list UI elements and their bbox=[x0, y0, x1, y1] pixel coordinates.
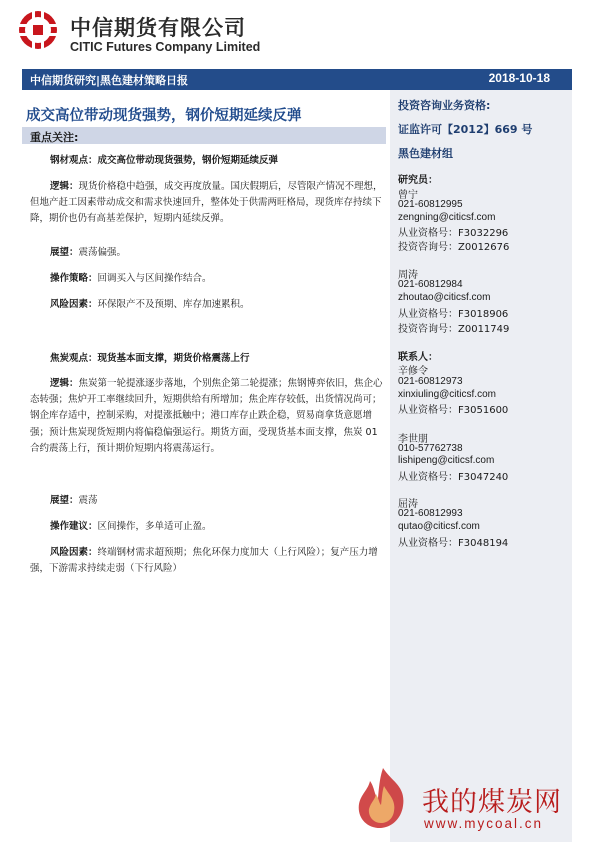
contact-name: 李世朋 bbox=[398, 434, 428, 445]
coke-advice-text: 区间操作，多单适可止盈。 bbox=[97, 521, 212, 532]
steel-outlook-text: 震荡偏强。 bbox=[78, 247, 127, 258]
researcher-qualification: 从业资格号：F3032296 bbox=[398, 228, 509, 239]
researcher-name: 周涛 bbox=[398, 270, 418, 281]
steel-strategy-label: 操作策略： bbox=[50, 273, 98, 284]
coke-outlook bbox=[50, 493, 380, 509]
coke-risk-text: 终端钢材需求超预期；焦化环保力度加大（上行风险）；复产压力增强，下游需求持续走弱（下行风险） bbox=[30, 547, 378, 575]
report-date: 2018-10-18 bbox=[488, 71, 550, 85]
researcher-phone: 021-60812995 bbox=[398, 199, 463, 210]
researcher-qualification: 从业资格号：F3018906 bbox=[398, 309, 509, 320]
report-title: 成交高位带动现货强势，钢价短期延续反弹 bbox=[26, 108, 302, 124]
steel-outlook-label: 展望： bbox=[50, 247, 79, 258]
contact-email[interactable]: lishipeng@citicsf.com bbox=[398, 455, 495, 466]
contact-phone: 021-60812993 bbox=[398, 508, 463, 519]
coke-risk bbox=[30, 545, 383, 577]
researcher-email[interactable]: zhoutao@citicsf.com bbox=[398, 292, 491, 303]
coke-view-text: 现货基本面支撑，期货价格震荡上行 bbox=[97, 353, 250, 364]
contacts-label: 联系人： bbox=[398, 352, 438, 363]
steel-logic bbox=[30, 179, 383, 228]
steel-risk-text: 环保限产不及预期、库存加速累积。 bbox=[97, 299, 250, 310]
citic-logo-icon bbox=[18, 10, 58, 50]
qualification-title: 投资咨询业务资格: bbox=[398, 99, 491, 112]
coke-logic-label: 逻辑： bbox=[50, 378, 79, 389]
report-header-bar bbox=[22, 69, 572, 90]
contact-qualification: 从业资格号：F3047240 bbox=[398, 472, 509, 483]
steel-strategy-text: 回调买入与区间操作结合。 bbox=[97, 273, 212, 284]
coke-advice-label: 操作建议： bbox=[50, 521, 98, 532]
focus-section-bar bbox=[22, 127, 386, 144]
report-series: 中信期货研究|黑色建材策略日报 bbox=[30, 74, 189, 87]
steel-strategy bbox=[50, 271, 380, 287]
contact-qualification: 从业资格号：F3048194 bbox=[398, 538, 509, 549]
flame-logo-icon bbox=[348, 764, 418, 832]
coke-logic-text: 焦炭第一轮提涨逐步落地，个别焦企第二轮提涨；焦钢博弈依旧，焦企心态转强；焦炉开工率继续回升，短期供给有所增加；焦企库存较低，出货情况尚可；钢企库存适中，控制采购，对提涨抵触中；港口库存止跌企稳，贸易商拿货意愿增强；预计焦炭现货短期内将偏稳偏强运行。期货方面，受现货基本面支撑，焦炭 01 合约震荡上行，预计期价短期内将震荡运行。 bbox=[30, 378, 383, 454]
researcher-phone: 021-60812984 bbox=[398, 279, 463, 290]
focus-label: 重点关注: bbox=[30, 131, 79, 144]
steel-view-text: 成交高位带动现货强势，钢价短期延续反弹 bbox=[97, 155, 279, 166]
watermark-url[interactable]: www.mycoal.cn bbox=[424, 816, 544, 831]
coke-logic bbox=[30, 376, 383, 457]
steel-outlook bbox=[50, 245, 380, 261]
contact-name: 屈涛 bbox=[398, 499, 418, 510]
researcher-email[interactable]: zengning@citicsf.com bbox=[398, 212, 496, 223]
coke-outlook-text: 震荡 bbox=[78, 495, 98, 506]
brand-name-cn: 中信期货有限公司 bbox=[70, 15, 246, 40]
steel-logic-label: 逻辑： bbox=[50, 181, 79, 192]
steel-view bbox=[50, 153, 380, 169]
researcher-advisor-number: 投资咨询号：Z0012676 bbox=[398, 242, 510, 253]
coke-risk-label: 风险因素： bbox=[50, 547, 98, 558]
coke-view-label: 焦炭观点： bbox=[50, 353, 98, 364]
researcher-name: 曾宁 bbox=[398, 190, 418, 201]
brand-name-en: CITIC Futures Company Limited bbox=[70, 40, 261, 54]
group-name: 黑色建材组 bbox=[398, 147, 453, 160]
contact-qualification: 从业资格号：F3051600 bbox=[398, 405, 509, 416]
researchers-label: 研究员： bbox=[398, 175, 438, 186]
contact-email[interactable]: xinxiuling@citicsf.com bbox=[398, 389, 496, 400]
coke-view bbox=[50, 351, 380, 367]
contact-phone: 021-60812973 bbox=[398, 376, 463, 387]
coke-outlook-label: 展望： bbox=[50, 495, 79, 506]
steel-risk-label: 风险因素： bbox=[50, 299, 98, 310]
steel-risk bbox=[50, 297, 380, 313]
watermark-title: 我的煤炭网 bbox=[422, 787, 562, 818]
contact-phone: 010-57762738 bbox=[398, 443, 463, 454]
contact-email[interactable]: qutao@citicsf.com bbox=[398, 521, 480, 532]
contact-name: 辛修令 bbox=[398, 366, 428, 377]
license-number: 证监许可【2012】669 号 bbox=[398, 123, 533, 136]
steel-view-label: 钢材观点： bbox=[50, 155, 98, 166]
researcher-advisor-number: 投资咨询号：Z0011749 bbox=[398, 324, 510, 335]
coke-advice bbox=[50, 519, 380, 535]
steel-logic-text: 现货价格稳中趋强，成交再度放量。国庆假期后，尽管限产情况不理想，但地产赶工因素带动成交和需求快速回升，整体处于供需两旺格局，现货库存持续下降，期价也仍有高基差保护，短期内延续反弹。 bbox=[30, 181, 383, 225]
